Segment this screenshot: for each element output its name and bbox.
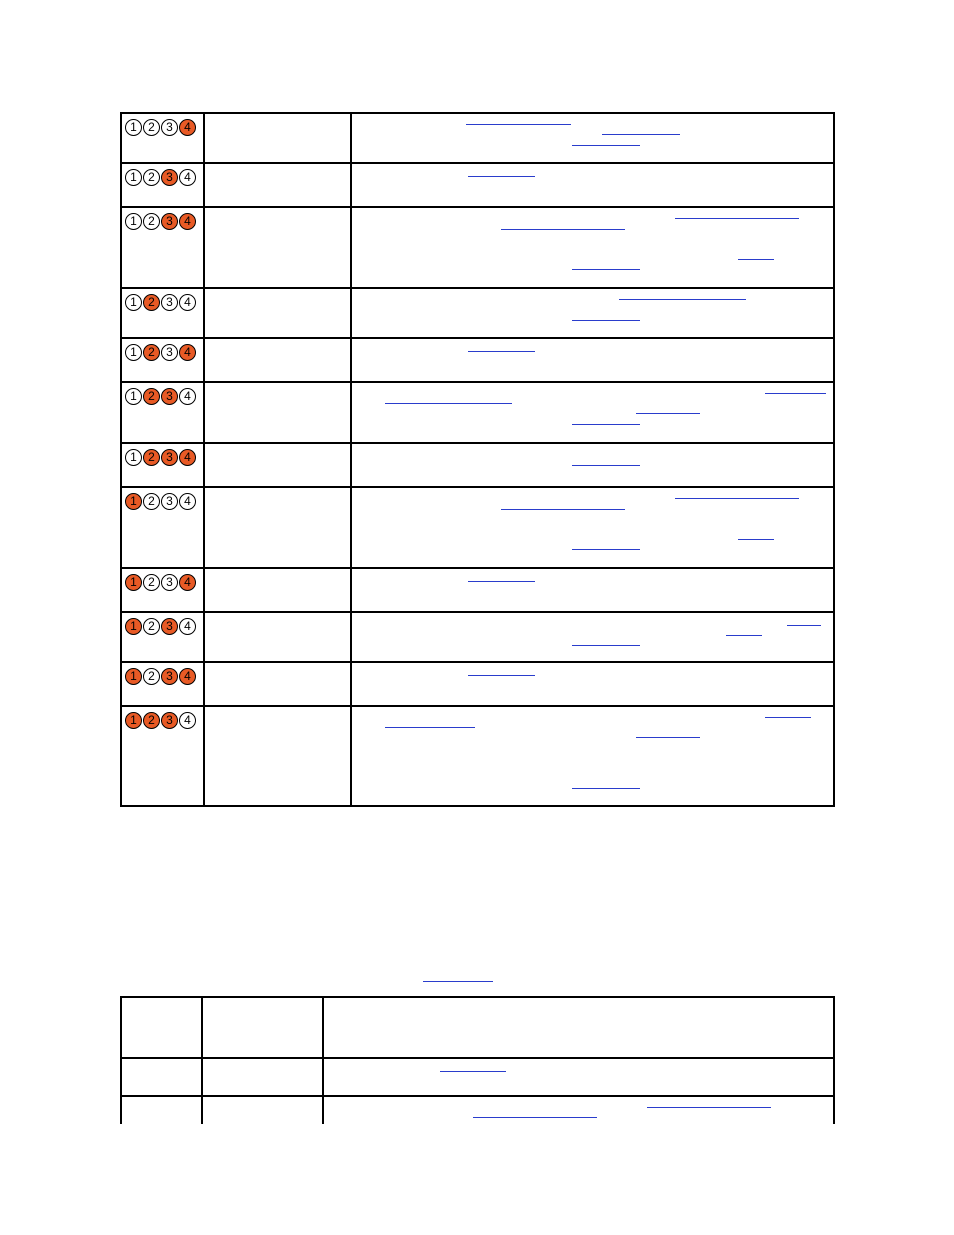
reference-link[interactable] <box>572 145 640 146</box>
table-row <box>121 568 834 612</box>
reference-link[interactable] <box>468 176 535 177</box>
diagnostic-light-pattern <box>122 208 203 230</box>
light-on-icon: 4 <box>179 449 196 466</box>
problem-description-cell <box>204 662 351 706</box>
table-row <box>121 382 834 443</box>
suggested-resolution-cell <box>351 207 834 288</box>
light-on-icon: 3 <box>161 388 178 405</box>
diagnostic-light-pattern <box>122 339 203 361</box>
problem-description-cell <box>204 113 351 163</box>
reference-link[interactable] <box>572 424 640 425</box>
light-on-icon: 4 <box>179 213 196 230</box>
reference-link[interactable] <box>501 509 625 510</box>
light-off-icon: 2 <box>143 574 160 591</box>
suggested-resolution-cell <box>351 288 834 338</box>
light-off-icon: 1 <box>125 169 142 186</box>
reference-link[interactable] <box>675 498 799 499</box>
table-row <box>121 207 834 288</box>
cause-cell <box>202 997 323 1058</box>
light-on-icon: 4 <box>179 668 196 685</box>
light-off-icon: 1 <box>125 388 142 405</box>
problem-description-cell <box>204 568 351 612</box>
light-on-icon: 3 <box>161 213 178 230</box>
reference-link[interactable] <box>787 625 821 626</box>
diagnostic-light-pattern <box>122 114 203 136</box>
problem-description-cell <box>204 487 351 568</box>
reference-link[interactable] <box>501 229 625 230</box>
table-row <box>121 113 834 163</box>
light-off-icon: 3 <box>161 493 178 510</box>
diagnostic-light-pattern <box>122 613 203 635</box>
reference-link[interactable] <box>468 581 535 582</box>
light-off-icon: 1 <box>125 119 142 136</box>
reference-link[interactable] <box>647 1107 771 1108</box>
diagnostic-light-pattern <box>122 383 203 405</box>
light-off-icon: 1 <box>125 294 142 311</box>
problem-description-cell <box>204 163 351 207</box>
reference-link[interactable] <box>473 1117 597 1118</box>
light-pattern-cell <box>121 338 204 382</box>
light-off-icon: 4 <box>179 294 196 311</box>
suggested-resolution-cell <box>351 706 834 806</box>
light-off-icon: 4 <box>179 712 196 729</box>
code-cell <box>121 997 202 1058</box>
reference-link[interactable] <box>675 218 799 219</box>
suggested-resolution-cell <box>351 443 834 487</box>
table-row <box>121 1096 834 1124</box>
light-on-icon: 1 <box>125 493 142 510</box>
light-off-icon: 4 <box>179 169 196 186</box>
reference-link[interactable] <box>738 539 774 540</box>
table-row <box>121 1058 834 1096</box>
light-on-icon: 2 <box>143 294 160 311</box>
reference-link[interactable] <box>468 351 535 352</box>
light-on-icon: 1 <box>125 574 142 591</box>
light-pattern-cell <box>121 706 204 806</box>
light-off-icon: 4 <box>179 493 196 510</box>
suggested-resolution-cell <box>351 113 834 163</box>
light-on-icon: 4 <box>179 344 196 361</box>
problem-description-cell <box>204 382 351 443</box>
table-row <box>121 338 834 382</box>
light-off-icon: 1 <box>125 449 142 466</box>
light-on-icon: 3 <box>161 712 178 729</box>
cause-cell <box>202 1096 323 1124</box>
light-off-icon: 3 <box>161 294 178 311</box>
diagnostic-light-pattern <box>122 444 203 466</box>
table-row <box>121 706 834 806</box>
light-on-icon: 3 <box>161 618 178 635</box>
light-on-icon: 3 <box>161 668 178 685</box>
diagnostic-light-pattern <box>122 164 203 186</box>
suggested-resolution-cell <box>351 487 834 568</box>
light-off-icon: 2 <box>143 618 160 635</box>
light-off-icon: 2 <box>143 493 160 510</box>
reference-link[interactable] <box>385 403 512 404</box>
table-row <box>121 487 834 568</box>
suggested-resolution-cell <box>351 568 834 612</box>
diagnostic-light-pattern <box>122 289 203 311</box>
reference-link[interactable] <box>636 737 700 738</box>
light-on-icon: 2 <box>143 388 160 405</box>
problem-description-cell <box>204 207 351 288</box>
system-messages-table <box>120 996 835 1124</box>
reference-link[interactable] <box>572 269 640 270</box>
table-row <box>121 443 834 487</box>
light-on-icon: 3 <box>161 449 178 466</box>
light-on-icon: 1 <box>125 712 142 729</box>
light-on-icon: 3 <box>161 169 178 186</box>
light-pattern-cell <box>121 612 204 662</box>
light-on-icon: 4 <box>179 574 196 591</box>
cause-cell <box>202 1058 323 1096</box>
diagnostic-light-pattern <box>122 663 203 685</box>
light-pattern-cell <box>121 113 204 163</box>
suggested-resolution-cell <box>351 163 834 207</box>
reference-link[interactable] <box>572 320 640 321</box>
light-on-icon: 1 <box>125 618 142 635</box>
problem-description-cell <box>204 443 351 487</box>
light-off-icon: 4 <box>179 618 196 635</box>
suggested-resolution-cell <box>351 662 834 706</box>
reference-link[interactable] <box>572 788 640 789</box>
reference-link[interactable] <box>738 259 774 260</box>
light-pattern-cell <box>121 662 204 706</box>
diagnostic-light-pattern <box>122 707 203 729</box>
light-off-icon: 2 <box>143 213 160 230</box>
light-off-icon: 3 <box>161 574 178 591</box>
problem-description-cell <box>204 612 351 662</box>
reference-link[interactable] <box>619 299 746 300</box>
light-pattern-cell <box>121 568 204 612</box>
light-pattern-cell <box>121 288 204 338</box>
light-off-icon: 2 <box>143 668 160 685</box>
light-on-icon: 2 <box>143 344 160 361</box>
light-off-icon: 1 <box>125 344 142 361</box>
problem-description-cell <box>204 338 351 382</box>
diagnostic-lights-table <box>120 112 835 807</box>
light-pattern-cell <box>121 487 204 568</box>
light-pattern-cell <box>121 207 204 288</box>
table-row <box>121 163 834 207</box>
light-off-icon: 2 <box>143 169 160 186</box>
light-off-icon: 3 <box>161 119 178 136</box>
reference-link[interactable] <box>765 393 826 394</box>
suggested-resolution-cell <box>351 382 834 443</box>
light-on-icon: 2 <box>143 712 160 729</box>
light-on-icon: 4 <box>179 119 196 136</box>
light-pattern-cell <box>121 443 204 487</box>
reference-link[interactable] <box>468 675 535 676</box>
light-off-icon: 1 <box>125 213 142 230</box>
diagnostic-light-pattern <box>122 488 203 510</box>
light-on-icon: 1 <box>125 668 142 685</box>
code-cell <box>121 1096 202 1124</box>
light-off-icon: 2 <box>143 119 160 136</box>
reference-link[interactable] <box>572 645 640 646</box>
problem-description-cell <box>204 288 351 338</box>
reference-link[interactable] <box>602 134 680 135</box>
table-header-row <box>121 997 834 1058</box>
suggested-resolution-cell <box>351 338 834 382</box>
reference-link[interactable] <box>765 717 811 718</box>
reference-link[interactable] <box>726 635 762 636</box>
reference-link[interactable] <box>385 727 475 728</box>
resolution-cell <box>323 997 834 1058</box>
diagnostic-light-pattern <box>122 569 203 591</box>
section-link[interactable] <box>423 981 493 982</box>
reference-link[interactable] <box>636 413 700 414</box>
light-on-icon: 2 <box>143 449 160 466</box>
resolution-cell <box>323 1096 834 1124</box>
reference-link[interactable] <box>440 1071 506 1072</box>
light-off-icon: 3 <box>161 344 178 361</box>
problem-description-cell <box>204 706 351 806</box>
code-cell <box>121 1058 202 1096</box>
table-row <box>121 662 834 706</box>
resolution-cell <box>323 1058 834 1096</box>
table-row <box>121 288 834 338</box>
table-row <box>121 612 834 662</box>
reference-link[interactable] <box>466 124 571 125</box>
light-pattern-cell <box>121 163 204 207</box>
reference-link[interactable] <box>572 549 640 550</box>
reference-link[interactable] <box>572 465 640 466</box>
suggested-resolution-cell <box>351 612 834 662</box>
light-pattern-cell <box>121 382 204 443</box>
light-off-icon: 4 <box>179 388 196 405</box>
